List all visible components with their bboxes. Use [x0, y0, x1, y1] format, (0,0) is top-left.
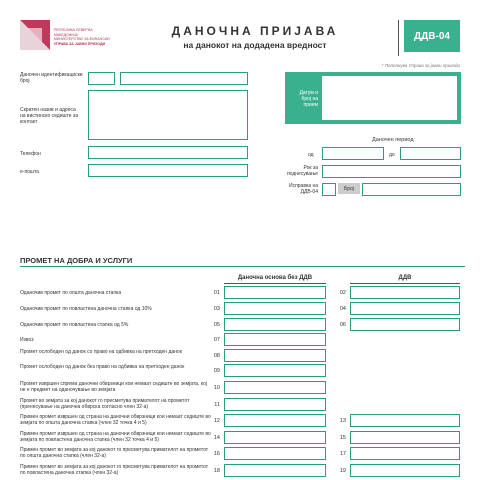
tax-id-prefix-input[interactable] [88, 72, 115, 85]
email-input[interactable] [88, 164, 248, 177]
period-to-input[interactable] [400, 147, 461, 160]
row-base-number: 12 [213, 418, 220, 424]
row-base-number: 05 [213, 322, 220, 328]
mandatory-note: * Пополнува Управа за јавни приходи [381, 63, 460, 68]
column-rule-base [224, 283, 326, 284]
row-base-input[interactable] [224, 414, 326, 427]
row-base-number: 07 [213, 337, 220, 343]
row-vat-number: 17 [339, 451, 346, 457]
row-base-input[interactable] [224, 431, 326, 444]
row-base-input[interactable] [224, 464, 326, 477]
row-base-input[interactable] [224, 302, 326, 315]
row-base-number: 14 [213, 435, 220, 441]
row-vat-input[interactable] [350, 286, 460, 299]
ministry-logo-icon [20, 20, 50, 50]
column-rule-vat [350, 283, 460, 284]
row-base-number: 03 [213, 306, 220, 312]
row-base-number: 01 [213, 290, 220, 296]
page-title: ДАНОЧНА ПРИЈАВА [171, 24, 339, 38]
correction-number-input[interactable] [362, 183, 461, 196]
row-vat-number: 19 [339, 468, 346, 474]
row-base-number: 10 [213, 385, 220, 391]
row-base-input[interactable] [224, 349, 326, 362]
column-header-base: Даночна основа без ДДВ [237, 275, 313, 281]
header-divider [398, 20, 399, 56]
tax-id-input[interactable] [120, 72, 248, 85]
section-title: ПРОМЕТ НА ДОБРА И УСЛУГИ [20, 256, 133, 265]
row-label: Оданочив промет по повластена стапка од 5% [20, 322, 129, 328]
row-label: Промет ослободен од данок со право на одбивка на претходен данок [20, 349, 182, 355]
row-label: Промет ослободен од данок без право на одбивка на претходен данок [20, 364, 185, 370]
column-header-vat: ДДВ [398, 275, 412, 281]
logo-line-2: МИНИСТЕРСТВО ЗА ФИНАНСИИ [54, 37, 110, 41]
row-vat-input[interactable] [350, 414, 460, 427]
row-vat-input[interactable] [350, 302, 460, 315]
row-label: Промет извршен спрема даночни обврзници кои немаат седиште во земјата, кој не е предмет на оданочување во земјата [20, 381, 207, 393]
phone-input[interactable] [88, 146, 248, 159]
email-label: е-пошта [20, 169, 39, 175]
row-label: Примен промет во земјата за кој данокот го пресметува примателот на прометот по општа даночна стапка (член 32-а) [20, 447, 209, 459]
receipt-stamp-field [322, 76, 457, 120]
logo-text [54, 28, 114, 46]
row-base-number: 09 [213, 368, 220, 374]
logo-line-1: РЕПУБЛИКА СЕВЕРНА МАКЕДОНИЈА [54, 28, 93, 37]
row-label: Оданочив промет по повластена даночна стапка од 10% [20, 306, 152, 312]
logo-name: УПРАВА ЗА ЈАВНИ ПРИХОДИ [54, 41, 106, 46]
correction-checkbox[interactable] [322, 183, 336, 196]
row-vat-number: 02 [339, 290, 346, 296]
deadline-input[interactable] [322, 165, 461, 178]
row-base-input[interactable] [224, 318, 326, 331]
page-subtitle: на данокот на додадена вредност [183, 40, 327, 50]
row-label: Примен промет извршен од страна на даночни обврзници кои немаат седиште во земјата по повластена даночна стапка (член 32 точка 4 и 5) [20, 431, 211, 443]
row-base-input[interactable] [224, 333, 326, 346]
row-vat-number: 04 [339, 306, 346, 312]
row-vat-number: 13 [339, 418, 346, 424]
row-label: Оданочив промет по општа даночна стапка [20, 290, 122, 296]
tax-id-label: Даночен идентификациски број [20, 72, 83, 84]
deadline-label: Рок за поднесување [286, 165, 318, 177]
row-label: Промет во земјата за кој данокот го пресметува примателот на прометот (пренесување на даночна обврска согласно член 32-а) [20, 398, 190, 410]
row-base-input[interactable] [224, 447, 326, 460]
row-base-input[interactable] [224, 381, 326, 394]
row-base-input[interactable] [224, 364, 326, 377]
period-to-label: до [389, 152, 395, 158]
row-base-number: 18 [213, 468, 220, 474]
phone-label: Телефон [20, 151, 41, 157]
row-vat-input[interactable] [350, 431, 460, 444]
row-label: Примен промет во земјата за кој данокот го пресметува примателот на прометот по повластена даночна стапка (член 32-а) [20, 464, 209, 476]
name-address-label: Скратен назив и адреса на вистинско седиште за контакт [20, 107, 79, 125]
row-base-number: 11 [214, 402, 220, 408]
receipt-label: Датум и број на прием [299, 90, 318, 108]
row-vat-number: 06 [339, 322, 346, 328]
correction-number-label: Број [338, 183, 360, 194]
row-label: Извоз [20, 337, 34, 343]
row-base-input[interactable] [224, 398, 326, 411]
row-base-input[interactable] [224, 286, 326, 299]
correction-label: Исправка на ДДВ-04 [288, 183, 318, 195]
period-from-input[interactable] [322, 147, 384, 160]
name-address-input[interactable] [88, 90, 248, 140]
row-base-number: 16 [213, 451, 220, 457]
form-title [150, 24, 360, 50]
row-vat-input[interactable] [350, 464, 460, 477]
period-from-label: од [308, 152, 314, 158]
section-rule [20, 266, 465, 267]
tax-period-title: Даночен период [372, 137, 414, 143]
row-base-number: 08 [213, 353, 220, 359]
row-label: Примен промет извршен од страна на даночни обврзници кои немаат седиште во земјата по општа даночна стапка (член 32 точка 4 и 5) [20, 414, 211, 426]
row-vat-input[interactable] [350, 318, 460, 331]
row-vat-input[interactable] [350, 447, 460, 460]
row-vat-number: 15 [339, 435, 346, 441]
form-code-badge: ДДВ-04 [404, 20, 460, 52]
